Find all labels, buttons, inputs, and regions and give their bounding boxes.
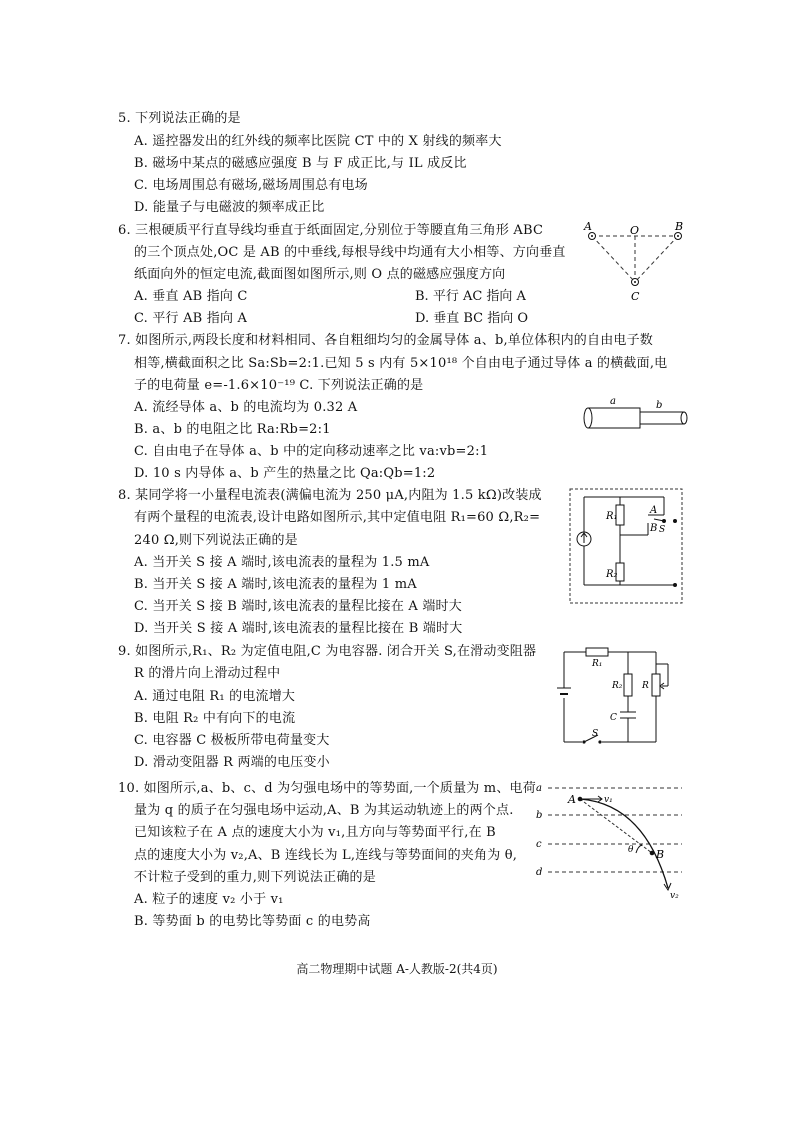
q10-stem-line4: 点的速度大小为 v₂,A、B 连线长为 L,连线与等势面间的夹角为 θ,: [134, 848, 518, 863]
page-footer: 高二物理期中试题 A-人教版-2(共4页): [296, 962, 498, 976]
q6-stem-line3: 纸面向外的恒定电流,截面图如图所示,则 O 点的磁感应强度方向: [134, 267, 506, 282]
q6-triangle-figure: [580, 220, 690, 310]
q10-label-d-plane: d: [536, 867, 543, 878]
q6-option-b: B. 平行 AC 指向 A: [415, 289, 526, 304]
q10-label-v2: v₂: [670, 891, 679, 901]
q9-label-r1: R₁: [592, 659, 603, 669]
q10-label-b-plane: b: [536, 810, 543, 821]
q9-label-c: C: [610, 713, 617, 723]
q8-label-a: A: [650, 505, 658, 516]
q6-stem-line2: 的三个顶点处,OC 是 AB 的中垂线,每根导线中均通有大小相等、方向垂直: [134, 245, 566, 260]
q7-label-a: a: [610, 396, 616, 407]
q6-option-d: D. 垂直 BC 指向 O: [415, 311, 529, 326]
q7-conductor-figure: [580, 396, 690, 436]
q5-option-c: C. 电场周围总有磁场,磁场周围总有电场: [134, 178, 368, 193]
q7-option-c: C. 自由电子在导体 a、b 中的定向移动速率之比 va:vb=2:1: [134, 444, 489, 459]
q10-stem-line1: 10. 如图所示,a、b、c、d 为匀强电场中的等势面,一个质量为 m、电荷: [118, 781, 536, 796]
q8-option-b: B. 当开关 S 接 A 端时,该电流表的量程为 1 mA: [134, 577, 417, 592]
q7-stem-line1: 7. 如图所示,两段长度和材料相同、各自粗细均匀的金属导体 a、b,单位体积内的自由电子数: [118, 333, 654, 348]
q7-stem-line3: 子的电荷量 e=-1.6×10⁻¹⁹ C. 下列说法正确的是: [134, 378, 424, 393]
q10-label-theta: θ: [628, 845, 634, 855]
q9-label-s: S: [592, 729, 599, 739]
q7-label-b: b: [656, 400, 663, 411]
q8-option-c: C. 当开关 S 接 B 端时,该电流表的量程比接在 A 端时大: [134, 599, 462, 614]
q8-label-r1: R₁: [606, 511, 618, 522]
q9-option-a: A. 通过电阻 R₁ 的电流增大: [134, 689, 296, 704]
q8-label-r2: R₂: [606, 569, 618, 580]
q9-label-r: R: [642, 681, 649, 691]
q6-option-c: C. 平行 AB 指向 A: [134, 311, 248, 326]
q7-option-a: A. 流经导体 a、b 的电流均为 0.32 A: [134, 400, 358, 415]
q10-label-c-plane: c: [536, 839, 542, 850]
q5-stem: 5. 下列说法正确的是: [118, 111, 241, 126]
q6-label-c: C: [631, 290, 640, 303]
q10-label-point-b: B: [656, 848, 665, 861]
q9-option-d: D. 滑动变阻器 R 两端的电压变小: [134, 755, 330, 770]
q9-label-r2: R₂: [612, 681, 623, 691]
q10-stem-line3: 已知该粒子在 A 点的速度大小为 v₁,且方向与等势面平行,在 B: [134, 825, 496, 840]
q10-option-a: A. 粒子的速度 v₂ 小于 v₁: [134, 892, 284, 907]
q10-label-point-a: A: [568, 793, 576, 806]
q5-option-a: A. 遥控器发出的红外线的频率比医院 CT 中的 X 射线的频率大: [134, 134, 502, 149]
q6-label-b: B: [675, 220, 684, 233]
q8-label-s: S: [659, 525, 666, 535]
q8-option-d: D. 当开关 S 接 A 端时,该电流表的量程比接在 B 端时大: [134, 621, 463, 636]
q10-stem-line2: 量为 q 的质子在匀强电场中运动,A、B 为其运动轨迹上的两个点.: [134, 803, 514, 818]
q6-stem-line1: 6. 三根硬质平行直导线均垂直于纸面固定,分别位于等腰直角三角形 ABC: [118, 223, 544, 238]
q9-option-c: C. 电容器 C 极板所带电荷量变大: [134, 733, 330, 748]
q7-option-d: D. 10 s 内导体 a、b 产生的热量之比 Qa:Qb=1:2: [134, 466, 436, 481]
q9-stem-line1: 9. 如图所示,R₁、R₂ 为定值电阻,C 为电容器. 闭合开关 S,在滑动变阻器: [118, 644, 537, 659]
q10-field-figure: [532, 780, 692, 902]
q8-label-b: B: [650, 523, 658, 534]
q8-option-a: A. 当开关 S 接 A 端时,该电流表的量程为 1.5 mA: [134, 555, 430, 570]
q10-label-a-plane: a: [536, 783, 542, 794]
q10-label-v1: v₁: [604, 795, 613, 805]
q8-stem-line2: 有两个量程的电流表,设计电路如图所示,其中定值电阻 R₁=60 Ω,R₂=: [134, 510, 541, 525]
q5-option-d: D. 能量子与电磁波的频率成正比: [134, 200, 325, 215]
q10-option-b: B. 等势面 b 的电势比等势面 c 的电势高: [134, 914, 371, 929]
q9-option-b: B. 电阻 R₂ 中有向下的电流: [134, 711, 296, 726]
q8-stem-line1: 8. 某同学将一小量程电流表(满偏电流为 250 μA,内阻为 1.5 kΩ)改装成: [118, 488, 542, 503]
q6-option-a: A. 垂直 AB 指向 C: [134, 289, 248, 304]
q7-stem-line2: 相等,横截面积之比 Sa:Sb=2:1.已知 5 s 内有 5×10¹⁸ 个自由电子通过导体 a 的横截面,电: [134, 356, 668, 371]
q9-circuit-figure: [556, 642, 676, 750]
q10-stem-line5: 不计粒子受到的重力,则下列说法正确的是: [134, 870, 376, 885]
q5-option-b: B. 磁场中某点的磁感应强度 B 与 F 成正比,与 IL 成反比: [134, 156, 467, 171]
q6-label-a: A: [584, 220, 592, 233]
q6-label-o: O: [630, 224, 640, 237]
q9-stem-line2: R 的滑片向上滑动过程中: [134, 666, 281, 681]
q7-option-b: B. a、b 的电阻之比 Ra:Rb=2:1: [134, 422, 331, 437]
q8-stem-line3: 240 Ω,则下列说法正确的是: [134, 533, 298, 548]
q8-circuit-figure: [568, 487, 686, 605]
